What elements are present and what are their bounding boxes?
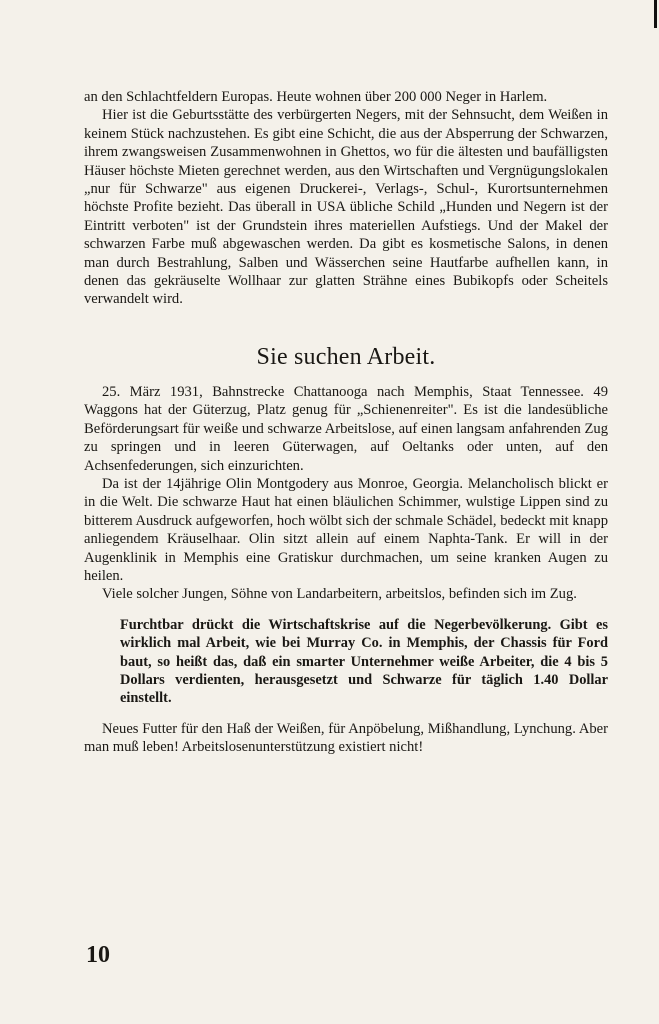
page-body <box>84 88 608 757</box>
paragraph-closing: Neues Futter für den Haß der Weißen, für Anpöbelung, Mißhandlung, Lynchung. Aber man muß leben! Arbeitslosenunterstützung existiert nicht! <box>84 720 608 756</box>
paragraph-continued: an den Schlachtfeldern Europas. Heute wohnen über 200 000 Neger in Harlem. <box>84 89 548 105</box>
page-number: 10 <box>86 942 110 968</box>
paragraph-olin: Da ist der 14jährige Olin Montgodery aus Monroe, Georgia. Melancholisch blickt er in die Welt. Die schwarze Haut hat einen bläulichen Schimmer, wulstige Lippen sind zu bitterem Ausdruck aufgeworfen, hoch wölbt sich der schmale Schädel, bedeckt mit knapp anliegendem Kräuselhaar. Olin sitzt allein auf einem Naphta-Tank. Er will in der Augenklinik in Memphis eine Gratiskur durchmachen, um seine kranken Augen zu heilen. <box>84 475 608 584</box>
paragraph-harlem: Hier ist die Geburtsstätte des verbürgerten Negers, mit der Sehnsucht, dem Weißen in keinem Stück nachzustehen. Es gibt eine Schicht, die aus der Absperrung der Schwarzen, ihrem zwangsweisen Zusammenwohnen in Ghettos, wo für die ältesten und baufälligsten Häuser höchste Mieten gerechnet werden, aus den Wirtschaften und Vergnügungslokalen „nur für Schwarze" aus eigenen Druckerei-, Verlags-, Schul-, Kurortsunternehmen höchste Profite bezieht. Das überall in USA übliche Schild „Hunden und Negern ist der Eintritt verboten" ist der Grundstein ihres materiellen Aufstiegs. Und der Makel der schwarzen Farbe muß abgewaschen werden. Da gibt es kosmetische Salons, in denen man durch Bestrahlung, Salben und Wässerchen seine Hautfarbe aufhellen kann, in denen das gekräuselte Wollhaar zur glatten Strähne eines Bubikopfs oder Scheitels verwandelt wird. <box>84 107 608 308</box>
paragraph-boys: Viele solcher Jungen, Söhne von Landarbeitern, arbeitslos, befinden sich im Zug. <box>102 586 577 603</box>
emphasis-block: Furchtbar drückt die Wirtschaftskrise auf die Negerbevölkerung. Gibt es wirklich mal Arbeit, wie bei Murray Co. in Memphis, der Chassis für Ford baut, so heißt das, daß ein smarter Unternehmer weiße Arbeiter, die 4 bis 5 Dollars verdienten, herausgesetzt und Schwarze für täglich 1.40 Dollar einstellt. <box>120 616 608 707</box>
margin-mark <box>654 0 657 28</box>
paragraph-train: 25. März 1931, Bahnstrecke Chattanooga nach Memphis, Staat Tennessee. 49 Waggons hat der Güterzug, Platz genug für „Schienenreiter". Es ist die landesübliche Beförderungsart für weiße und schwarze Arbeitslose, auf einen langsam anfahrenden Zug zu springen und in leeren Güterwagen, auf Oeltanks oder unten, auf den Achsenfederungen, sich einzurichten. <box>84 383 608 474</box>
section-heading: Sie suchen Arbeit. <box>256 343 436 370</box>
